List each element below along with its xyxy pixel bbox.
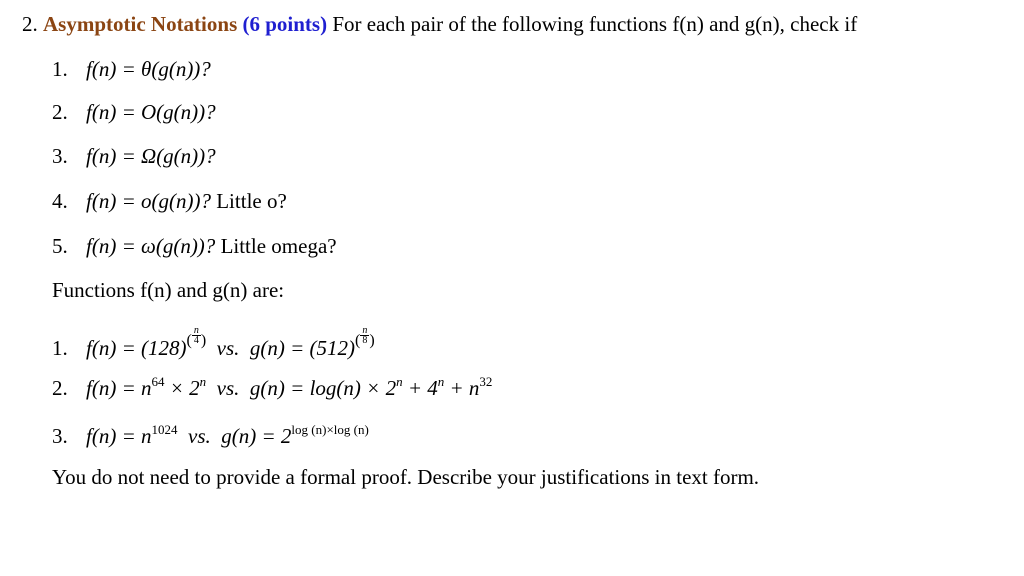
check-item-1: 1. f(n) = θ(g(n))? <box>52 57 211 81</box>
question-points: (6 points) <box>242 12 328 36</box>
question-header <box>22 14 857 35</box>
check-item-4: 4. f(n) = o(g(n))? Little o? <box>52 189 287 213</box>
functions-label: Functions f(n) and g(n) are: <box>52 278 285 302</box>
question-intro: For each pair of the following functions f(n) and g(n), check if <box>332 12 858 36</box>
function-pair-1: 1. f(n) = (128)( $\frac{n}{4}$ ) vs. g(n) = (512)( $\frac{n}{8}$ ) <box>52 325 375 360</box>
footer-instructions: You do not need to provide a formal proof. Describe your justifications in text form. <box>52 465 760 489</box>
check-item-5: 5. f(n) = ω(g(n))? Little omega? <box>52 234 337 258</box>
theta-symbol: θ <box>141 57 152 81</box>
big-o-symbol: O <box>141 100 157 124</box>
g-exponent-fraction: $\frac{n}{8}$ <box>362 325 368 346</box>
little-omega-symbol: ω <box>141 234 156 258</box>
question-title: Asymptotic Notations <box>43 12 238 36</box>
little-o-symbol: o <box>141 189 152 213</box>
check-note-4: Little o? <box>216 189 287 213</box>
omega-symbol: Ω <box>141 144 157 168</box>
function-pair-3: 3. $f(n) = n^{1024}$ vs. $g(n) = 2^{log (n)\times log (n)}$ <box>52 422 369 448</box>
check-item-3: 3. f(n) = Ω(g(n))? <box>52 144 216 168</box>
function-pair-2: 2. $f(n) = n^{64} \times 2^n$ vs. $g(n) = \log(n) \times 2^n + 4^n + n^{32}$ <box>52 374 493 400</box>
question-number: 2. <box>22 12 38 36</box>
f-exponent-fraction: $\frac{n}{4}$ <box>193 325 199 346</box>
check-item-2: 2. f(n) = O(g(n))? <box>52 100 216 124</box>
check-note-5: Little omega? <box>220 234 337 258</box>
